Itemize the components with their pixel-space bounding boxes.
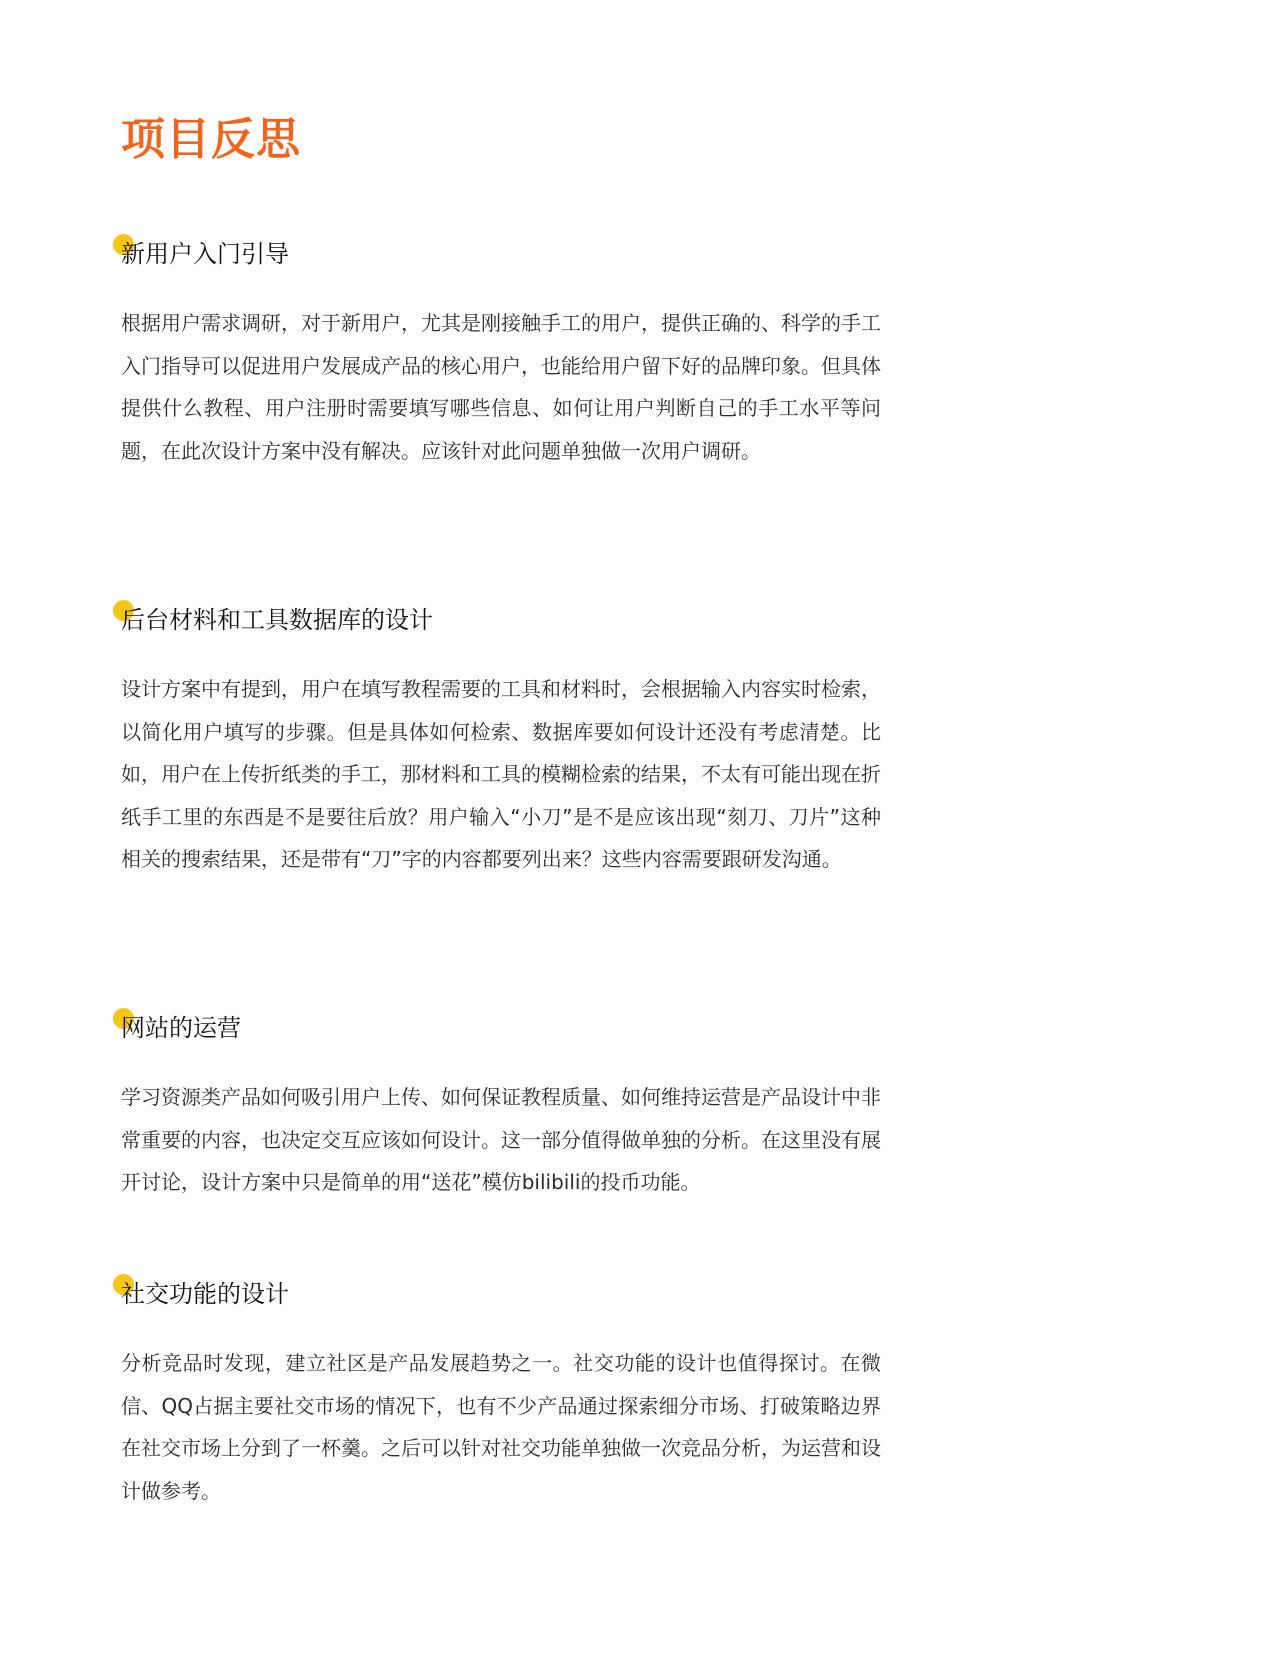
section-heading: 后台材料和工具数据库的设计 — [121, 606, 433, 634]
section-social-features — [121, 1278, 881, 1512]
section-heading-wrap — [121, 238, 881, 272]
section-database-design — [121, 604, 881, 881]
section-body: 根据用户需求调研，对于新用户，尤其是刚接触手工的用户，提供正确的、科学的手工入门指导可以促进用户发展成产品的核心用户，也能给用户留下好的品牌印象。但具体提供什么教程、用户注册时需要填写哪些信息、如何让用户判断自己的手工水平等问题，在此次设计方案中没有解决。应该针对此问题单独做一次用户调研。 — [121, 311, 881, 463]
section-new-user-onboarding — [121, 238, 881, 472]
section-body: 设计方案中有提到，用户在填写教程需要的工具和材料时，会根据输入内容实时检索，以简化用户填写的步骤。但是具体如何检索、数据库要如何设计还没有考虑清楚。比如，用户在上传折纸类的手工，那材料和工具的模糊检索的结果，不太有可能出现在折纸手工里的东西是不是要往后放？用户输入“小刀”是不是应该出现“刻刀、刀片”这种相关的搜索结果，还是带有“刀”字的内容都要列出来？这些内容需要跟研发沟通。 — [121, 677, 881, 871]
section-heading-wrap — [121, 604, 881, 638]
page-title: 项目反思 — [121, 114, 301, 165]
section-body: 学习资源类产品如何吸引用户上传、如何保证教程质量、如何维持运营是产品设计中非常重要的内容，也决定交互应该如何设计。这一部分值得做单独的分析。在这里没有展开讨论，设计方案中只是简单的用“送花”模仿bilibili的投币功能。 — [121, 1085, 881, 1194]
section-heading-wrap — [121, 1278, 881, 1312]
section-heading: 新用户入门引导 — [121, 240, 289, 268]
section-body: 分析竞品时发现，建立社区是产品发展趋势之一。社交功能的设计也值得探讨。在微信、QQ占据主要社交市场的情况下，也有不少产品通过探索细分市场、打破策略边界在社交市场上分到了一杯羹。之后可以针对社交功能单独做一次竞品分析，为运营和设计做参考。 — [121, 1351, 881, 1503]
section-heading: 社交功能的设计 — [121, 1280, 289, 1308]
section-website-operation — [121, 1012, 881, 1204]
section-heading: 网站的运营 — [121, 1014, 241, 1042]
section-heading-wrap — [121, 1012, 881, 1046]
